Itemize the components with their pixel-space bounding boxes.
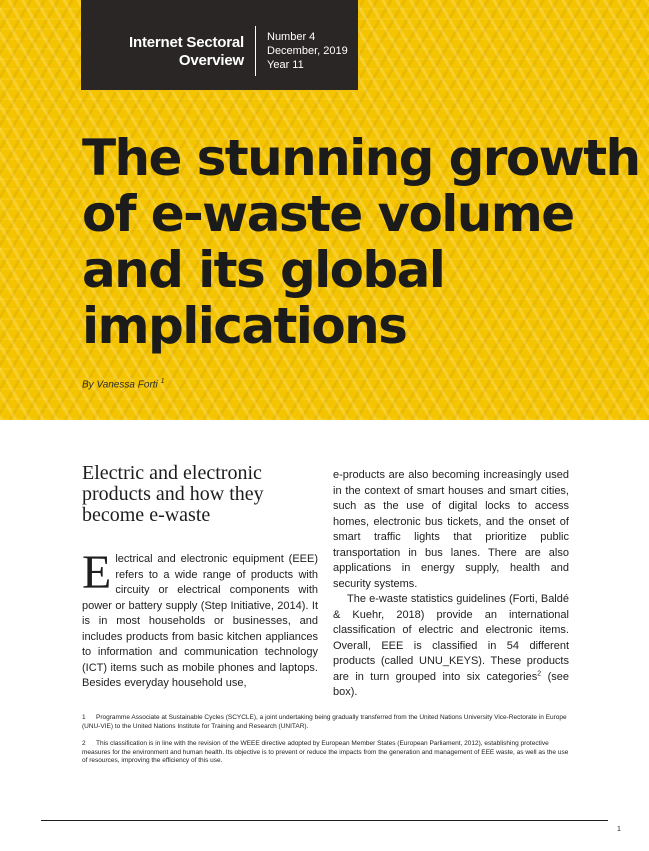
footnote-ref-2: 2 (537, 669, 542, 677)
footnote-2-number: 2 (82, 740, 86, 747)
footnotes (82, 714, 574, 775)
body-column-left (82, 546, 318, 692)
article-headline: The stunning growth of e-waste volume and its global implications (82, 129, 640, 355)
footnote-1-text: Programme Associate at Sustainable Cycles (SCYCLE), a joint undertaking being gradually transferred from the United Nations University Vice-Rectorate in Europe (UNU-VIE) to the United Nations Institute for Training and Research (UNITAR). (82, 714, 567, 730)
publication-title-line1: Internet Sectoral (129, 34, 244, 51)
intro-paragraph-text: lectrical and electronic equipment (EEE) refers to a wide range of products with circuity or electrical components with power or battery supply (Step Initiative, 2014). It is in most households or businesses, and includes products from basic kitchen appliances to information and communication technology (ICT) items such as mobile phones and laptops. Besides everyday household use, (82, 553, 318, 689)
publication-title-line2: Overview (178, 52, 244, 69)
drop-cap: E (82, 546, 112, 599)
section-heading: Electric and electronic products and how they become e-waste (82, 462, 264, 526)
body-paragraph-2 (333, 592, 569, 701)
issue-info (267, 30, 348, 72)
body-column-right (333, 468, 569, 701)
author-name: By Vanessa Forti (82, 379, 158, 391)
body-paragraph-2-text: The e-waste statistics guidelines (Forti, Baldé & Kuehr, 2018) provide an international classification of electric and electronic items. Overall, EEE is classified in 54 different products (called UNU_KEYS). These products are in turn grouped into six categories (333, 593, 569, 683)
author-footnote-ref: 1 (160, 378, 165, 385)
footnote-1 (82, 714, 574, 731)
footer-rule (41, 820, 608, 821)
author-byline (82, 378, 164, 390)
publication-title (99, 34, 244, 70)
intro-paragraph (82, 546, 318, 692)
publication-header (81, 0, 358, 90)
header-divider (255, 26, 256, 76)
footnote-2 (82, 740, 574, 766)
footnote-1-number: 1 (82, 714, 86, 721)
body-paragraph-1: e-products are also becoming increasingly used in the context of smart houses and smart cities, such as the use of digital locks to access homes, electronic bus tickets, and the onset of smart traffic lights that prioritize public transportation in bus lanes. There are also applications in energy supply, health and security systems. (333, 469, 569, 590)
body-paragraph-2-end: (see box). (333, 670, 569, 698)
page-number: 1 (617, 826, 621, 833)
issue-date: December, 2019 (267, 45, 348, 57)
issue-year: Year 11 (267, 59, 304, 71)
issue-number: Number 4 (267, 31, 316, 43)
hero-banner (0, 0, 649, 420)
footnote-2-text: This classification is in line with the revision of the WEEE directive adopted by European Member States (European Parliament, 2012), establishing protective measures for the environment and human health. Its objective is to prevent or reduce the impacts from the generation and management of EEE waste, as well as the use of resources, improving the efficiency of this use. (82, 740, 569, 764)
